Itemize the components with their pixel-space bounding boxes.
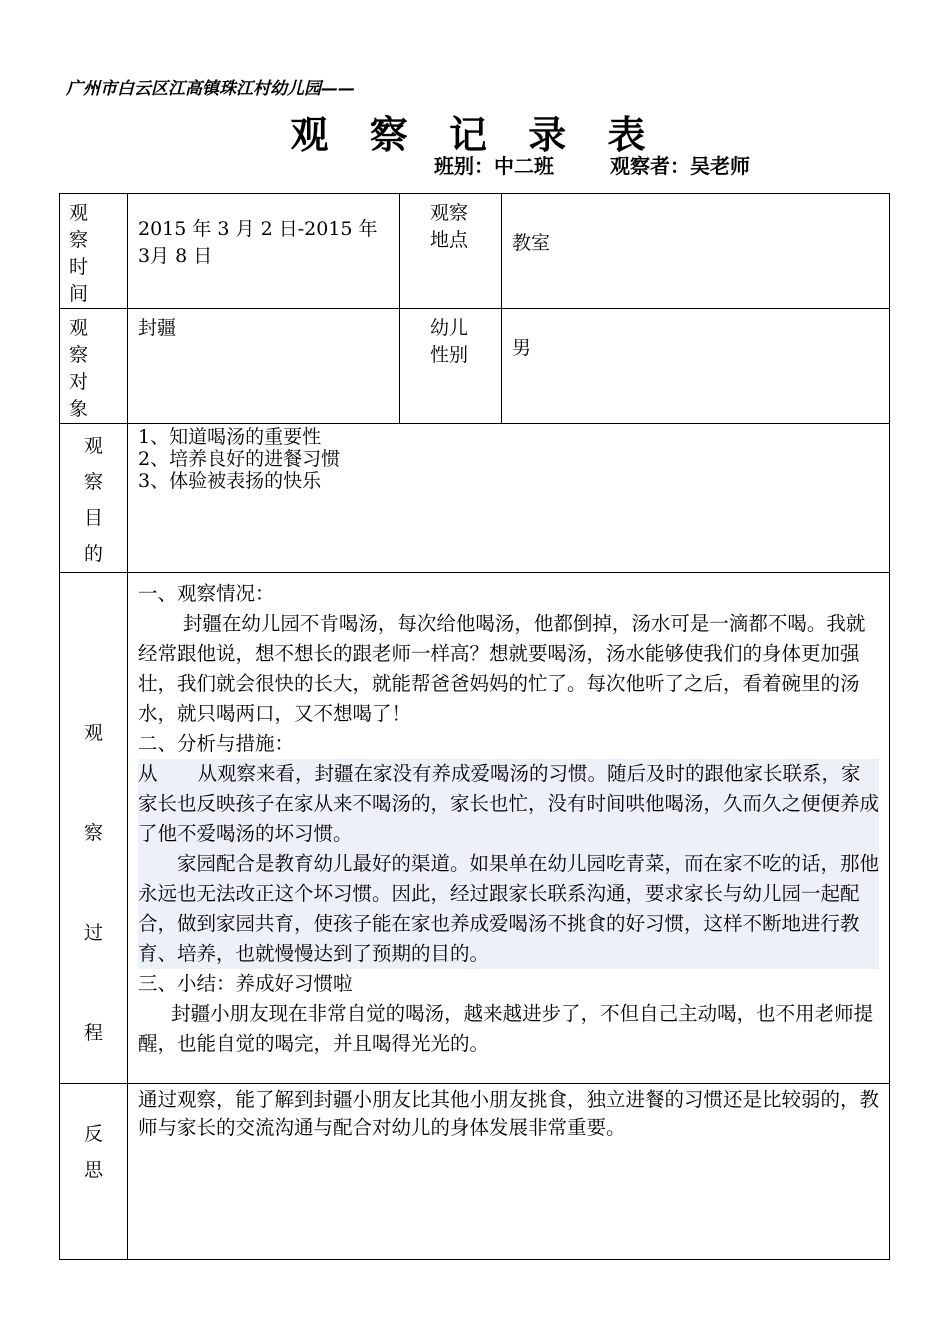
process-paragraph xyxy=(138,759,879,849)
reflection-label-char: 思 xyxy=(83,1159,103,1181)
gender-value: 男 xyxy=(502,309,890,424)
row-purpose xyxy=(60,424,890,573)
subject-value: 封疆 xyxy=(128,309,400,424)
purpose-label xyxy=(60,424,128,573)
row-reflection xyxy=(60,1084,890,1260)
header-meta xyxy=(434,150,750,179)
paragraph-prefix: 从 xyxy=(138,762,158,785)
row-subject-gender xyxy=(60,309,890,424)
process-content xyxy=(128,573,890,1084)
purpose-item: 2、培养良好的进餐习惯 xyxy=(138,448,341,470)
purpose-label-char: 的 xyxy=(83,543,103,565)
time-value: 2015 年 3 月 2 日-2015 年 3月 8 日 xyxy=(128,194,400,309)
reflection-label-char: 反 xyxy=(83,1123,103,1145)
process-label-char: 过 xyxy=(83,922,103,944)
process-paragraph: 封疆在幼儿园不肯喝汤，每次给他喝汤，他都倒掉，汤水可是一滴都不喝。我就经常跟他说，想不想长的跟老师一样高？想就要喝汤，汤水能够使我们的身体更加强壮，我们就会很快的长大，就能帮爸爸妈妈的忙了。每次他听了之后，看着碗里的汤水，就只喝两口，又不想喝了！ xyxy=(138,612,866,725)
reflection-label xyxy=(60,1084,128,1260)
purpose-label-char: 观 xyxy=(83,435,103,457)
observation-table xyxy=(59,193,890,1260)
purpose-label-char: 目 xyxy=(83,507,103,529)
process-paragraph: 家园配合是教育幼儿最好的渠道。如果单在幼儿园吃青菜，而在家不吃的话，那他永远也无法改正这个坏习惯。因此，经过跟家长联系沟通，要求家长与幼儿园一起配合，做到家园共育，使孩子能在家也养成爱喝汤不挑食的好习惯，这样不断地进行教育、培养，也就慢慢达到了预期的目的。 xyxy=(138,849,879,969)
observer-label: 观察者：吴老师 xyxy=(610,154,750,178)
process-label-char: 观 xyxy=(83,722,103,744)
section-heading: 一、观察情况： xyxy=(138,582,275,605)
gender-label: 幼儿性别 xyxy=(400,309,502,424)
paragraph-text: 从观察来看，封疆在家没有养成爱喝汤的习惯。随后及时的跟他家长联系，家家长也反映孩子在家从来不喝汤的，家长也忙，没有时间哄他喝汤，久而久之便便养成了他不爱喝汤的坏习惯。 xyxy=(138,762,880,845)
process-paragraph: 封疆小朋友现在非常自觉的喝汤，越来越进步了，不但自己主动喝，也不用老师提醒，也能自觉的喝完，并且喝得光光的。 xyxy=(138,1002,874,1055)
place-label: 观察地点 xyxy=(400,194,502,309)
subject-label: 观察对象 xyxy=(60,309,128,424)
time-label: 观察时间 xyxy=(60,194,128,309)
process-label-char: 察 xyxy=(83,822,103,844)
row-process xyxy=(60,573,890,1084)
page-title: 观 察 记 录 表 xyxy=(290,113,660,157)
place-value: 教室 xyxy=(502,194,890,309)
purpose-item: 1、知道喝汤的重要性 xyxy=(138,426,322,448)
process-label xyxy=(60,573,128,1084)
row-time-place xyxy=(60,194,890,309)
purpose-content xyxy=(128,424,890,573)
class-label: 班别：中二班 xyxy=(434,154,554,178)
reflection-content: 通过观察，能了解到封疆小朋友比其他小朋友挑食，独立进餐的习惯还是比较弱的，教师与家长的交流沟通与配合对幼儿的身体发展非常重要。 xyxy=(128,1084,890,1260)
section-heading: 二、分析与措施： xyxy=(138,732,295,755)
school-name: 广州市白云区江高镇珠江村幼儿园—— xyxy=(66,79,355,99)
purpose-item: 3、体验被表扬的快乐 xyxy=(138,470,322,492)
purpose-label-char: 察 xyxy=(83,471,103,493)
section-heading: 三、小结：养成好习惯啦 xyxy=(138,972,353,995)
process-label-char: 程 xyxy=(83,1022,103,1044)
